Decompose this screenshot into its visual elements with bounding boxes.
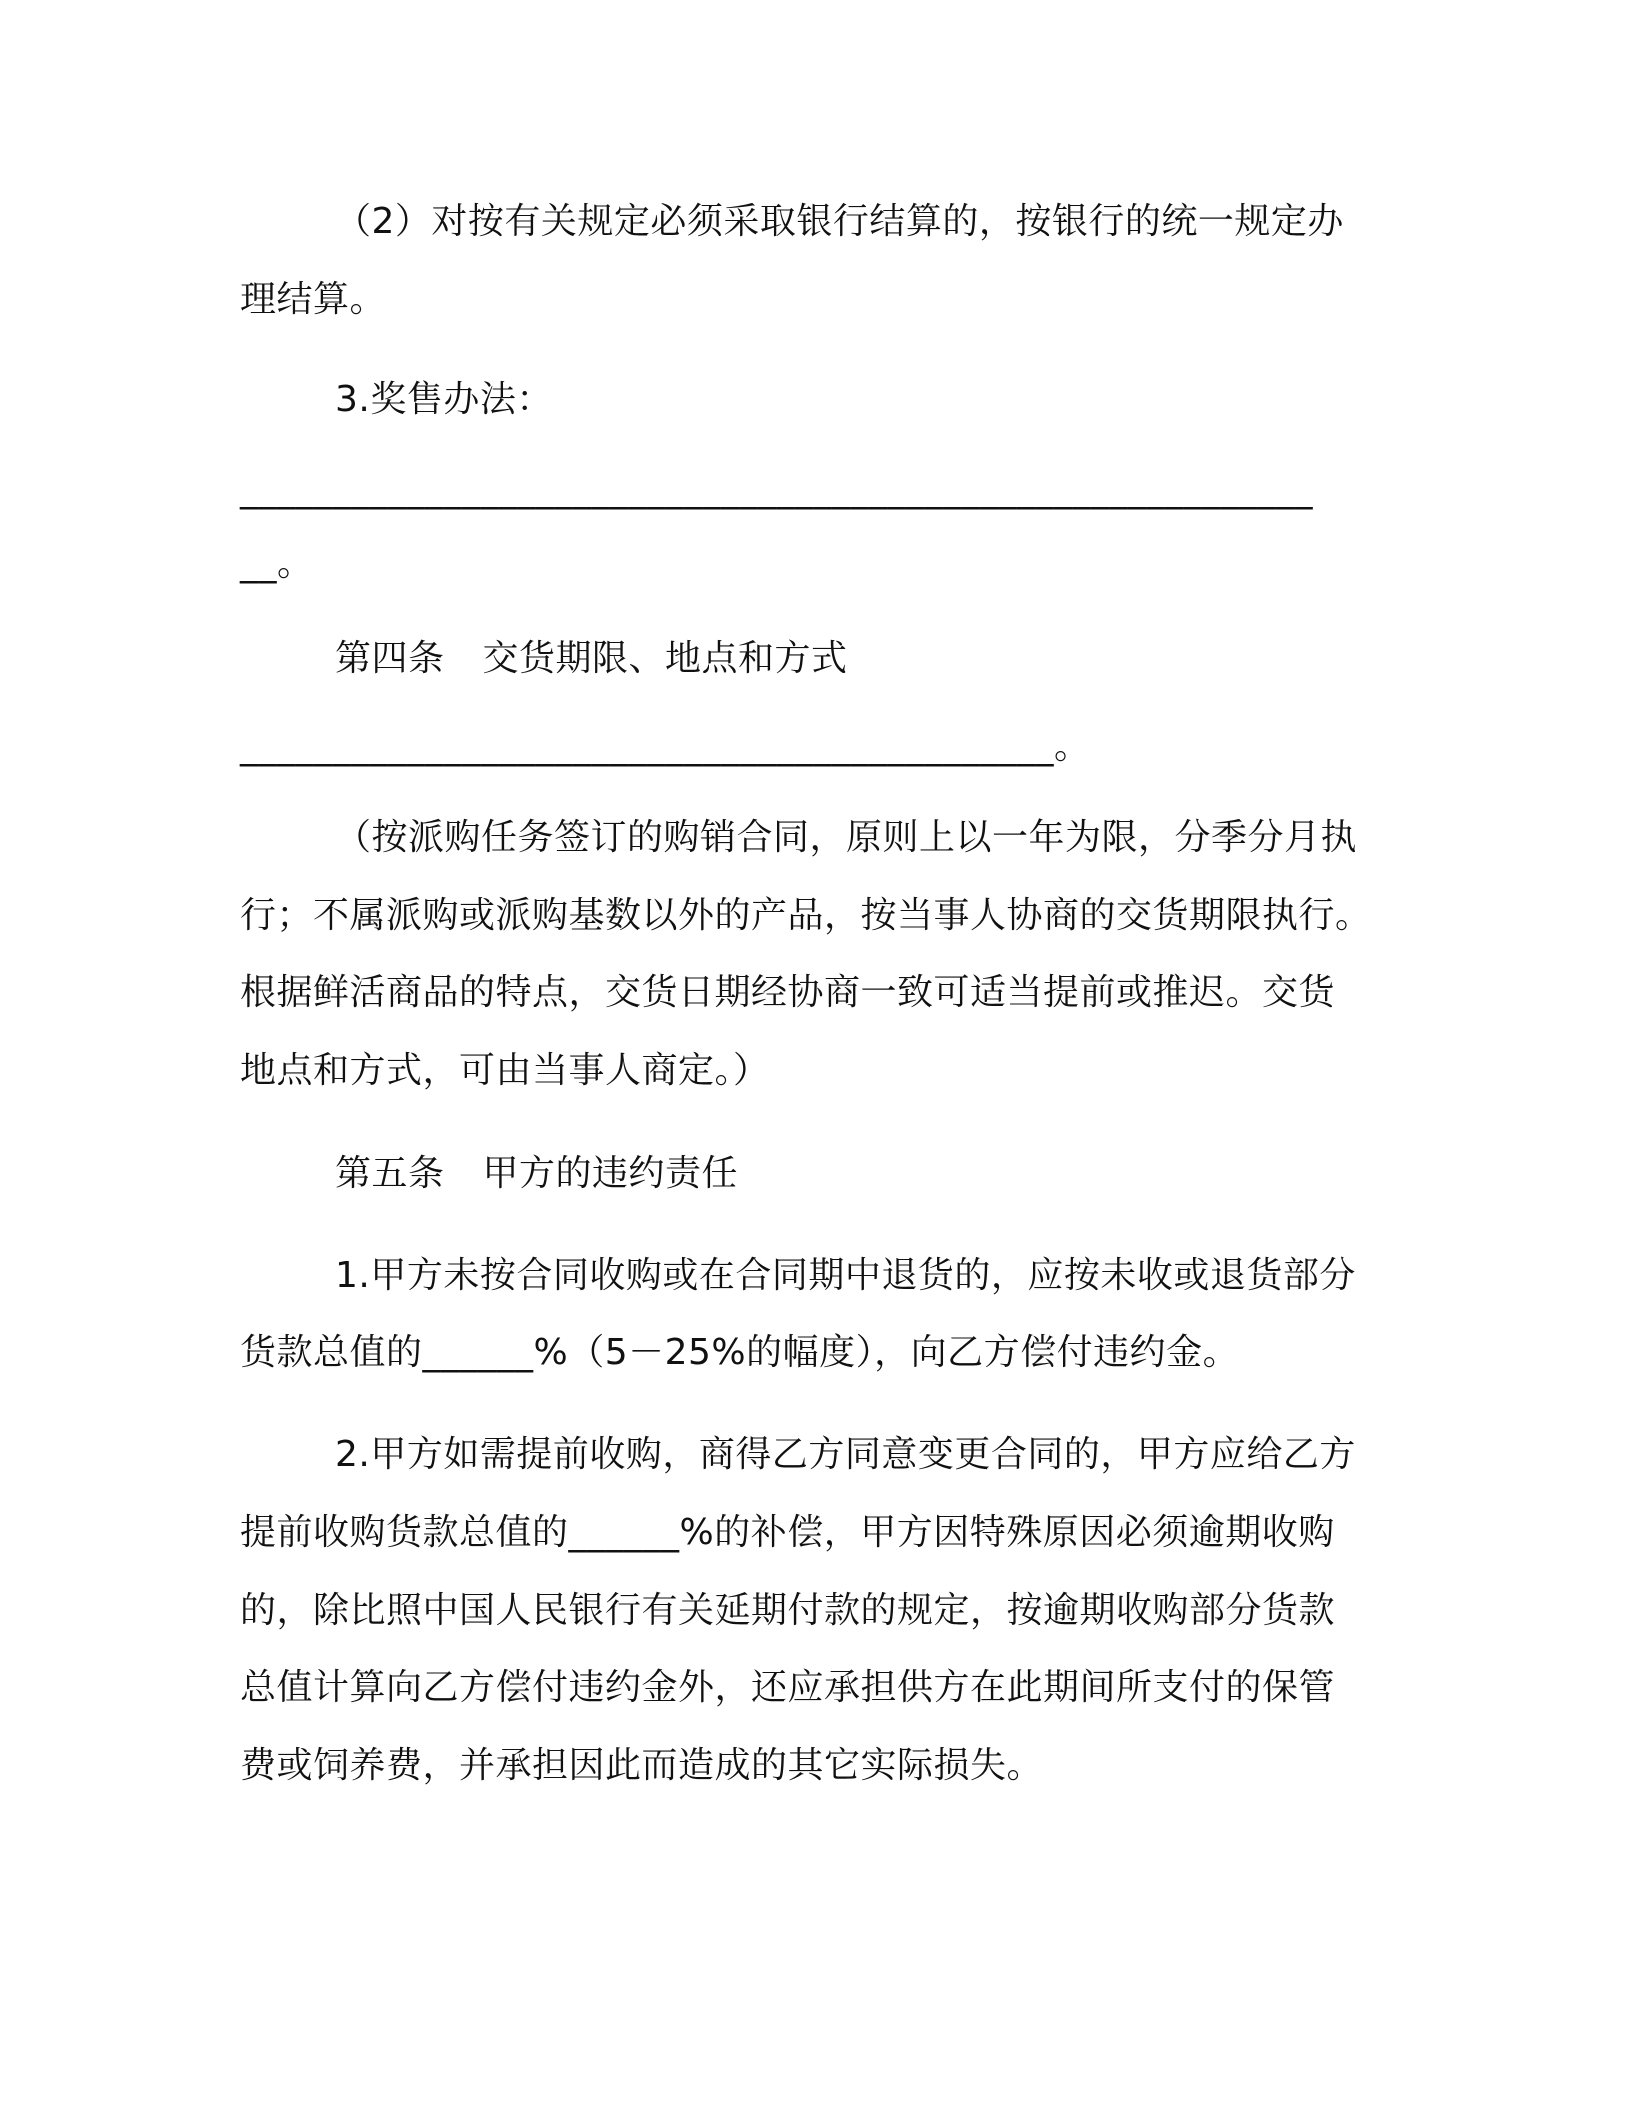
delivery-note-line-2: 行；不属派购或派购基数以外的产品，按当事人协商的交货期限执行。: [240, 895, 1372, 936]
delivery-blank-line: ____________________________________________。: [240, 726, 1091, 767]
article-4-subject: 交货期限、地点和方式: [482, 638, 848, 679]
delivery-note-line-4: 地点和方式，可由当事人商定。）: [240, 1050, 770, 1091]
blank-line-1: __________________________________________________________: [240, 469, 1313, 510]
liability-2-line-1: 2.甲方如需提前收购，商得乙方同意变更合同的，甲方应给乙方: [335, 1434, 1356, 1475]
blank-line-2: __。: [240, 543, 314, 584]
paragraph-2-line-1: （2）对按有关规定必须采取银行结算的，按银行的统一规定办: [335, 201, 1344, 242]
article-4-heading: [335, 637, 848, 681]
article-5-heading: [335, 1152, 738, 1196]
delivery-note-line-1: （按派购任务签订的购销合同，原则上以一年为限，分季分月执: [335, 817, 1358, 858]
article-5-title: 第五条: [335, 1153, 445, 1194]
liability-2-line-2: 提前收购货款总值的______%的补偿，甲方因特殊原因必须逾期收购: [240, 1512, 1335, 1553]
paragraph-2-line-2: 理结算。: [240, 279, 387, 320]
liability-2-line-4: 总值计算向乙方偿付违约金外，还应承担供方在此期间所支付的保管: [240, 1667, 1336, 1708]
liability-2-line-5: 费或饲养费，并承担因此而造成的其它实际损失。: [240, 1745, 1044, 1786]
liability-1-line-1: 1.甲方未按合同收购或在合同期中退货的，应按未收或退货部分: [335, 1255, 1356, 1296]
incentive-sale-heading: 3.奖售办法：: [335, 379, 553, 420]
delivery-note-line-3: 根据鲜活商品的特点，交货日期经协商一致可适当提前或推迟。交货: [240, 972, 1336, 1013]
article-4-title: 第四条: [335, 638, 445, 679]
liability-2-line-3: 的，除比照中国人民银行有关延期付款的规定，按逾期收购部分货款: [240, 1590, 1336, 1631]
liability-1-line-2: 货款总值的______%（5－25%的幅度），向乙方偿付违约金。: [240, 1332, 1240, 1373]
article-5-subject: 甲方的违约责任: [482, 1153, 739, 1194]
